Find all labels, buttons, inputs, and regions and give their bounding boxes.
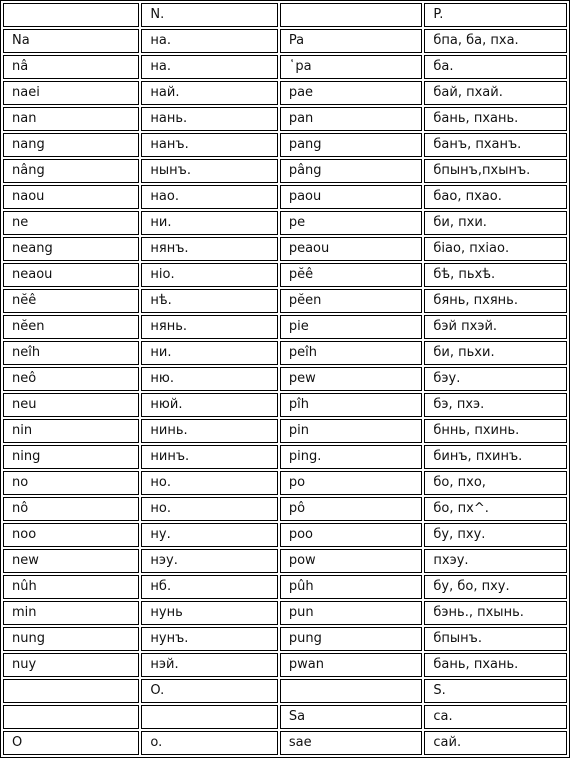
cyrillic-p-cell: бэнь., пхынь. <box>424 601 567 625</box>
romanization-p-cell: pîh <box>280 393 423 417</box>
romanization-p-cell: Pa <box>280 29 423 53</box>
cyrillic-n-cell: нюй. <box>141 393 277 417</box>
table-row <box>3 367 567 391</box>
cyrillic-n-cell: O. <box>141 679 277 703</box>
romanization-p-cell: pie <box>280 315 423 339</box>
table-row <box>3 705 567 729</box>
romanization-n-cell: naei <box>3 81 139 105</box>
cyrillic-p-cell: бо, пх^. <box>424 497 567 521</box>
romanization-p-cell: pô <box>280 497 423 521</box>
romanization-p-cell: pe <box>280 211 423 235</box>
cyrillic-n-cell: ни. <box>141 211 277 235</box>
cyrillic-p-cell: бпынъ. <box>424 627 567 651</box>
romanization-n-cell: neang <box>3 237 139 261</box>
romanization-p-cell: peîh <box>280 341 423 365</box>
table-row <box>3 419 567 443</box>
cyrillic-p-cell: бiао, пхiао. <box>424 237 567 261</box>
cyrillic-n-cell: нунь <box>141 601 277 625</box>
romanization-n-cell <box>3 705 139 729</box>
romanization-n-cell: ning <box>3 445 139 469</box>
romanization-n-cell: nĕen <box>3 315 139 339</box>
romanization-n-cell: min <box>3 601 139 625</box>
cyrillic-p-cell: бэй пхэй. <box>424 315 567 339</box>
romanization-p-cell <box>280 3 423 27</box>
cyrillic-p-cell: са. <box>424 705 567 729</box>
table-row <box>3 497 567 521</box>
table-row <box>3 107 567 131</box>
cyrillic-n-cell: на. <box>141 55 277 79</box>
cyrillic-n-cell: нанъ. <box>141 133 277 157</box>
romanization-n-cell: nang <box>3 133 139 157</box>
romanization-p-cell: sae <box>280 731 423 755</box>
cyrillic-p-cell: бань, пхань. <box>424 107 567 131</box>
romanization-n-cell: neu <box>3 393 139 417</box>
romanization-p-cell: pow <box>280 549 423 573</box>
cyrillic-n-cell: нань. <box>141 107 277 131</box>
romanization-n-cell: neaou <box>3 263 139 287</box>
romanization-p-cell: pin <box>280 419 423 443</box>
cyrillic-n-cell: нб. <box>141 575 277 599</box>
romanization-p-cell: po <box>280 471 423 495</box>
romanization-p-cell: pwan <box>280 653 423 677</box>
romanization-n-cell: O <box>3 731 139 755</box>
cyrillic-n-cell: нэй. <box>141 653 277 677</box>
cyrillic-n-cell: N. <box>141 3 277 27</box>
cyrillic-n-cell: нѣ. <box>141 289 277 313</box>
cyrillic-p-cell: бѣ, пьхѣ. <box>424 263 567 287</box>
romanization-p-cell: pan <box>280 107 423 131</box>
table-row <box>3 159 567 183</box>
table-row <box>3 653 567 677</box>
cyrillic-n-cell: o. <box>141 731 277 755</box>
romanization-p-cell: ῾pa <box>280 55 423 79</box>
table-row <box>3 549 567 573</box>
cyrillic-p-cell: банъ, пханъ. <box>424 133 567 157</box>
romanization-n-cell: nâ <box>3 55 139 79</box>
romanization-n-cell: nâng <box>3 159 139 183</box>
section-header-row <box>3 679 567 703</box>
romanization-n-cell: nô <box>3 497 139 521</box>
romanization-p-cell: peaou <box>280 237 423 261</box>
romanization-n-cell: nung <box>3 627 139 651</box>
cyrillic-n-cell: нянь. <box>141 315 277 339</box>
romanization-p-cell: pew <box>280 367 423 391</box>
romanization-p-cell: paou <box>280 185 423 209</box>
cyrillic-p-cell: бпа, ба, пха. <box>424 29 567 53</box>
romanization-p-cell: pâng <box>280 159 423 183</box>
romanization-n-cell: new <box>3 549 139 573</box>
cyrillic-p-cell: бу, пху. <box>424 523 567 547</box>
table-row <box>3 289 567 313</box>
table-row <box>3 471 567 495</box>
cyrillic-p-cell: бянь, пхянь. <box>424 289 567 313</box>
romanization-n-cell: nan <box>3 107 139 131</box>
section-header-row <box>3 3 567 27</box>
cyrillic-p-cell: бу, бо, пху. <box>424 575 567 599</box>
cyrillic-p-cell: бай, пхай. <box>424 81 567 105</box>
romanization-p-cell: pĕen <box>280 289 423 313</box>
cyrillic-p-cell: би, пхи. <box>424 211 567 235</box>
table-row <box>3 133 567 157</box>
cyrillic-p-cell: S. <box>424 679 567 703</box>
cyrillic-n-cell <box>141 705 277 729</box>
romanization-p-cell: pun <box>280 601 423 625</box>
table-row <box>3 55 567 79</box>
romanization-p-cell: pûh <box>280 575 423 599</box>
cyrillic-p-cell: бо, пхо, <box>424 471 567 495</box>
cyrillic-p-cell: P. <box>424 3 567 27</box>
cyrillic-p-cell: бннь, пхинь. <box>424 419 567 443</box>
cyrillic-n-cell: ни. <box>141 341 277 365</box>
romanization-n-cell: Na <box>3 29 139 53</box>
romanization-p-cell: ping. <box>280 445 423 469</box>
cyrillic-n-cell: ню. <box>141 367 277 391</box>
romanization-n-cell: nuy <box>3 653 139 677</box>
cyrillic-p-cell: бань, пхань. <box>424 653 567 677</box>
romanization-n-cell: ne <box>3 211 139 235</box>
cyrillic-p-cell: бэ, пхэ. <box>424 393 567 417</box>
table-row <box>3 627 567 651</box>
romanization-n-cell: nûh <box>3 575 139 599</box>
table-row <box>3 185 567 209</box>
cyrillic-n-cell: нiо. <box>141 263 277 287</box>
cyrillic-p-cell: бпынъ,пхынъ. <box>424 159 567 183</box>
cyrillic-n-cell: ну. <box>141 523 277 547</box>
cyrillic-n-cell: нянъ. <box>141 237 277 261</box>
table-body <box>3 3 567 755</box>
cyrillic-n-cell: нао. <box>141 185 277 209</box>
cyrillic-n-cell: на. <box>141 29 277 53</box>
cyrillic-p-cell: бэу. <box>424 367 567 391</box>
romanization-p-cell: pung <box>280 627 423 651</box>
romanization-p-cell: poo <box>280 523 423 547</box>
table-row <box>3 315 567 339</box>
table-row <box>3 263 567 287</box>
cyrillic-p-cell: бао, пхао. <box>424 185 567 209</box>
cyrillic-p-cell: пхэу. <box>424 549 567 573</box>
romanization-n-cell <box>3 3 139 27</box>
romanization-n-cell: naou <box>3 185 139 209</box>
cyrillic-p-cell: сай. <box>424 731 567 755</box>
table-row <box>3 341 567 365</box>
romanization-n-cell: no <box>3 471 139 495</box>
romanization-p-cell: Sa <box>280 705 423 729</box>
romanization-n-cell: neîh <box>3 341 139 365</box>
table-row <box>3 731 567 755</box>
cyrillic-n-cell: нэу. <box>141 549 277 573</box>
cyrillic-p-cell: би, пьхи. <box>424 341 567 365</box>
romanization-p-cell: pĕê <box>280 263 423 287</box>
romanization-n-cell: nin <box>3 419 139 443</box>
romanization-p-cell <box>280 679 423 703</box>
table-row <box>3 237 567 261</box>
cyrillic-n-cell: нынъ. <box>141 159 277 183</box>
table-row <box>3 211 567 235</box>
table-row <box>3 29 567 53</box>
cyrillic-p-cell: бинъ, пхинъ. <box>424 445 567 469</box>
table-row <box>3 81 567 105</box>
romanization-n-cell: noo <box>3 523 139 547</box>
romanization-n-cell: neô <box>3 367 139 391</box>
cyrillic-n-cell: най. <box>141 81 277 105</box>
table-row <box>3 601 567 625</box>
cyrillic-n-cell: нинь. <box>141 419 277 443</box>
table-row <box>3 575 567 599</box>
cyrillic-n-cell: нинъ. <box>141 445 277 469</box>
romanization-p-cell: pang <box>280 133 423 157</box>
cyrillic-n-cell: но. <box>141 497 277 521</box>
romanization-n-cell: nĕê <box>3 289 139 313</box>
romanization-n-cell <box>3 679 139 703</box>
cyrillic-n-cell: нунъ. <box>141 627 277 651</box>
cyrillic-p-cell: ба. <box>424 55 567 79</box>
table-row <box>3 393 567 417</box>
cyrillic-n-cell: но. <box>141 471 277 495</box>
table-row <box>3 523 567 547</box>
romanization-p-cell: pae <box>280 81 423 105</box>
table-row <box>3 445 567 469</box>
